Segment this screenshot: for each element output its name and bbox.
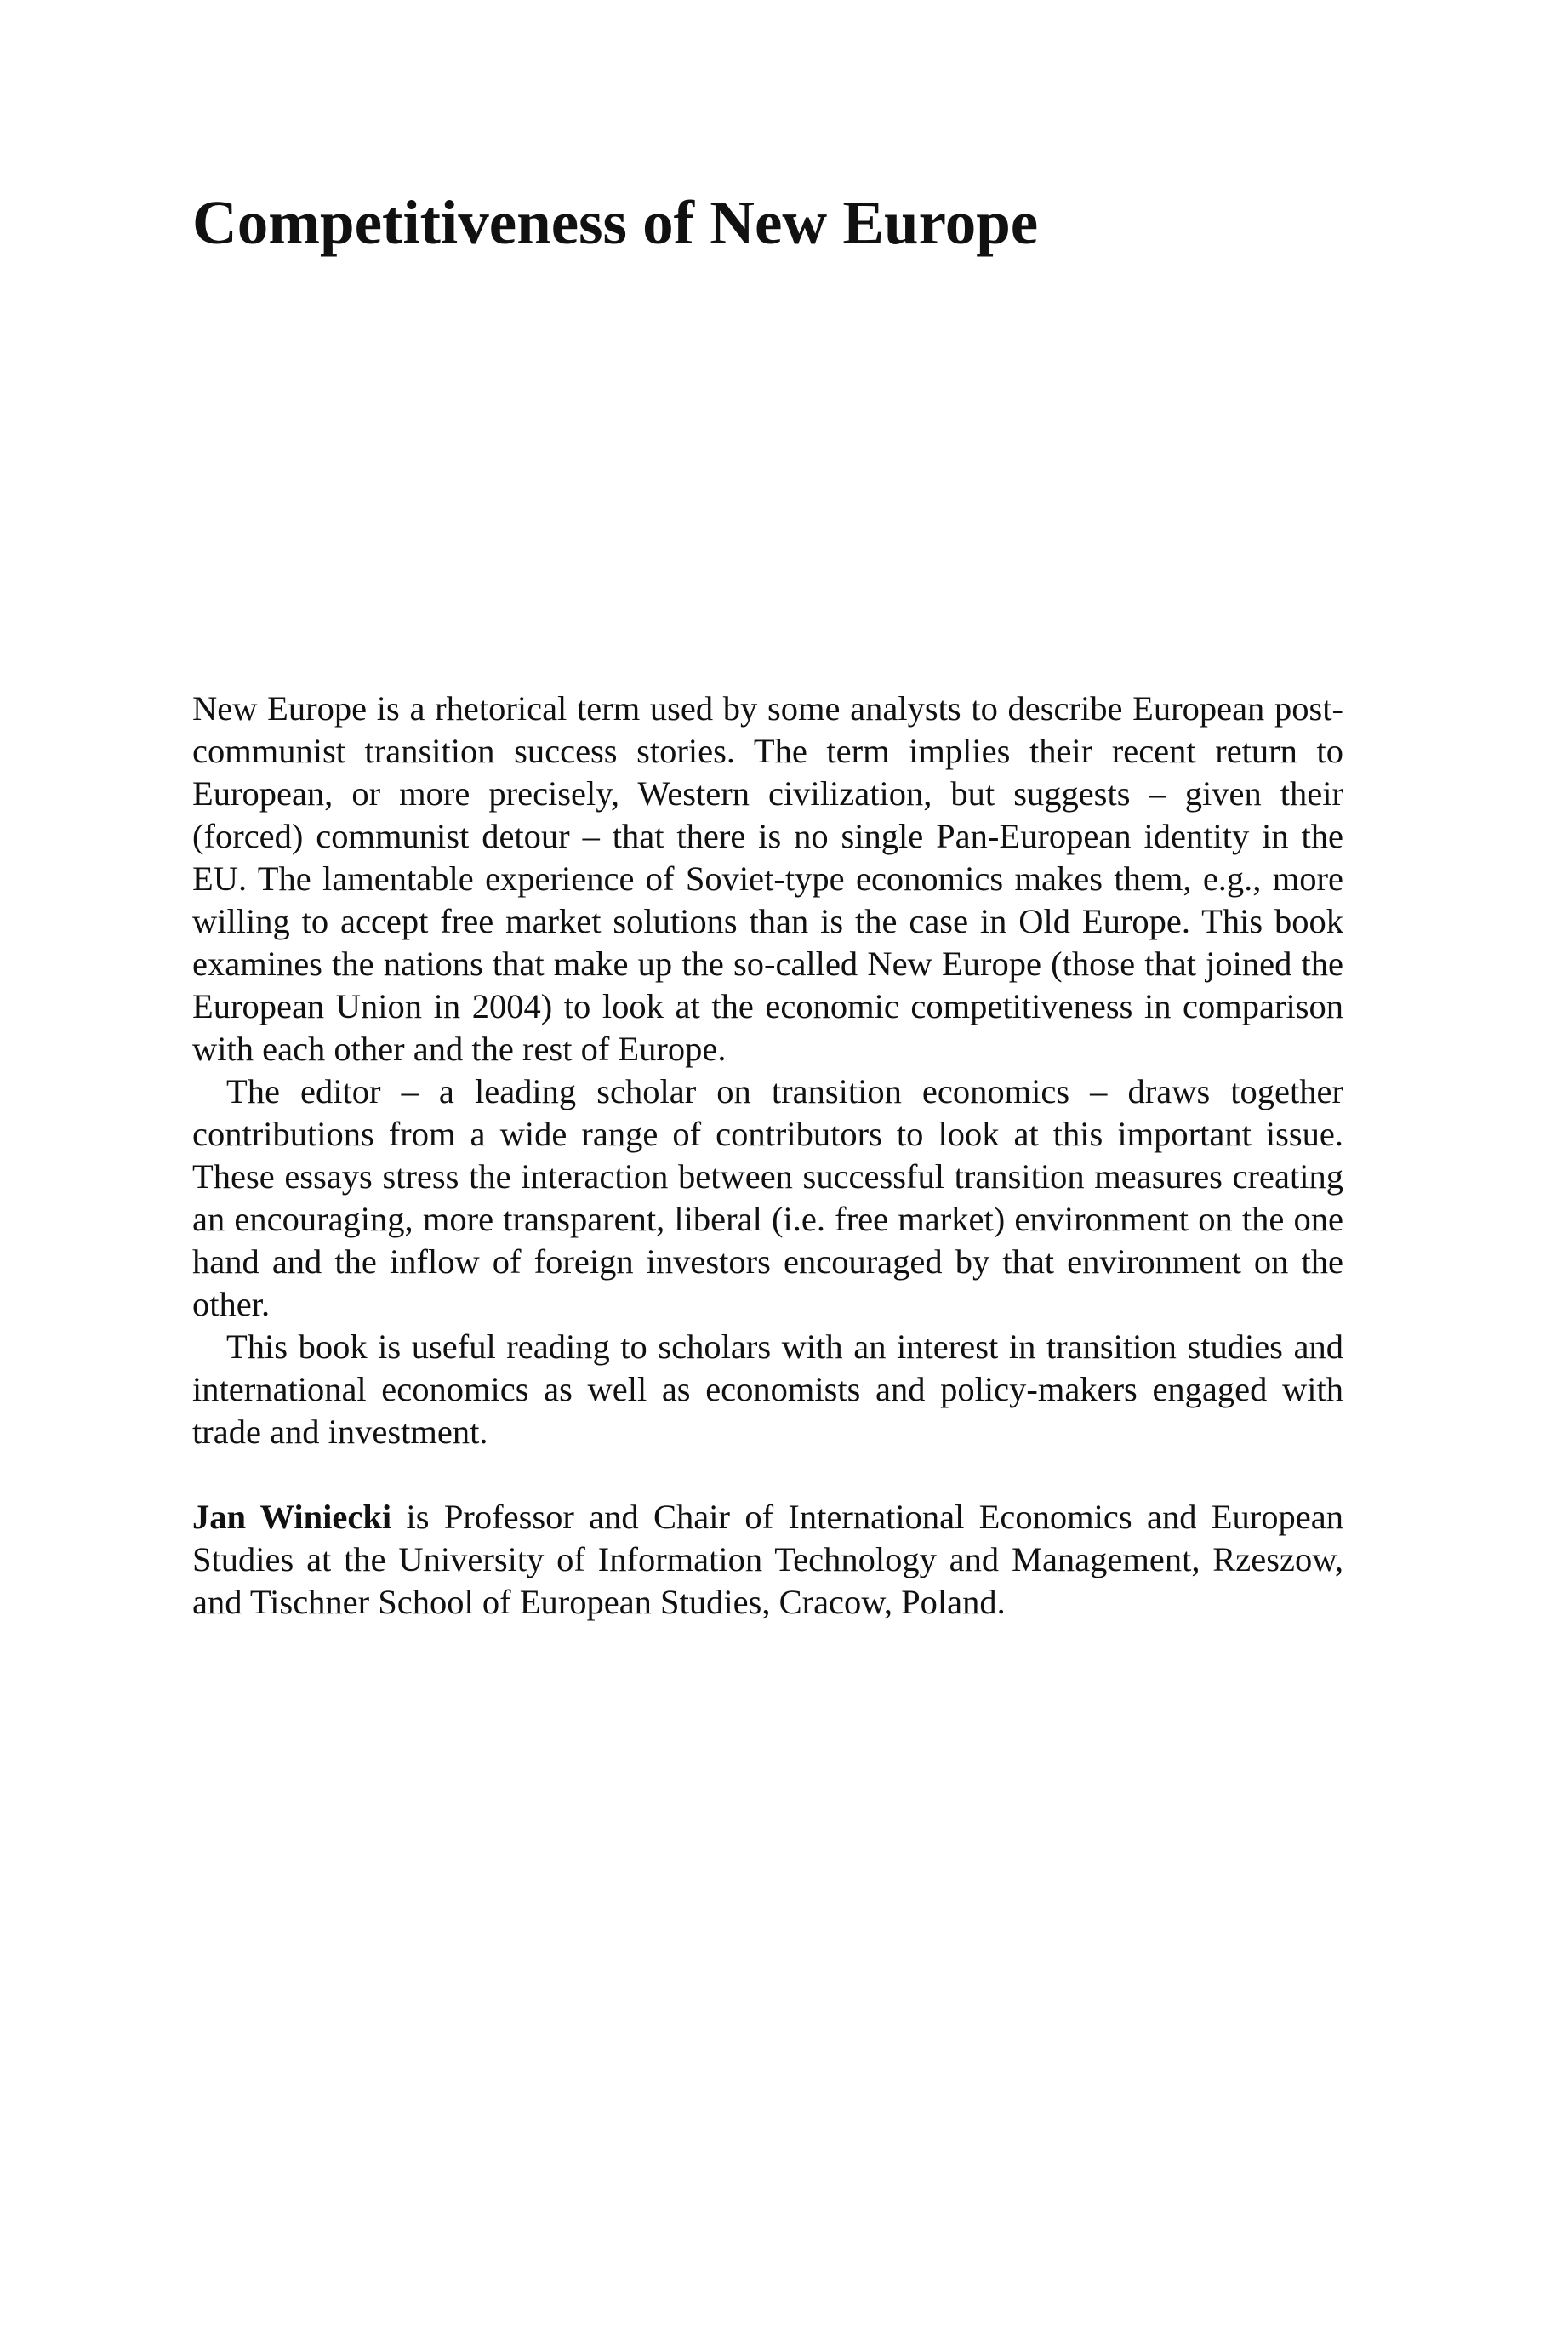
description-paragraph-2: The editor – a leading scholar on transition economics – draws together contributions from a wide range of contributors to look at this important issue. These essays stress the interaction between successful transition measures creating an encouraging, more transparent, liberal (i.e. free market) environment on the one hand and the inflow of foreign investors encouraged by that environment on the other.: [192, 1072, 1343, 1323]
author-bio: [192, 1496, 1343, 1624]
description-paragraph-1: New Europe is a rhetorical term used by some analysts to describe European post-communist transition success stories. The term implies their recent return to European, or more precisely, Western civilization, but suggests – given their (forced) communist detour – that there is no single Pan-European identity in the EU. The lamentable experience of Soviet-type economics makes them, e.g., more willing to accept free market solutions than is the case in Old Europe. This book examines the nations that make up the so-called New Europe (those that joined the European Union in 2004) to look at the economic competitiveness in comparison with each other and the rest of Europe.: [192, 689, 1343, 1068]
author-bio-text: is Professor and Chair of International Economics and European Studies at the University of Information Technology and Management, Rzeszow, and Tischner School of European Studies, Cracow, Poland.: [192, 1498, 1343, 1621]
author-name: Jan Winiecki: [192, 1498, 392, 1536]
book-title: Competitiveness of New Europe: [192, 188, 1039, 257]
book-description: [192, 688, 1343, 1624]
description-paragraph-3: This book is useful reading to scholars with an interest in transition studies and international economics as well as economists and policy-makers engaged with trade and investment.: [192, 1327, 1343, 1451]
